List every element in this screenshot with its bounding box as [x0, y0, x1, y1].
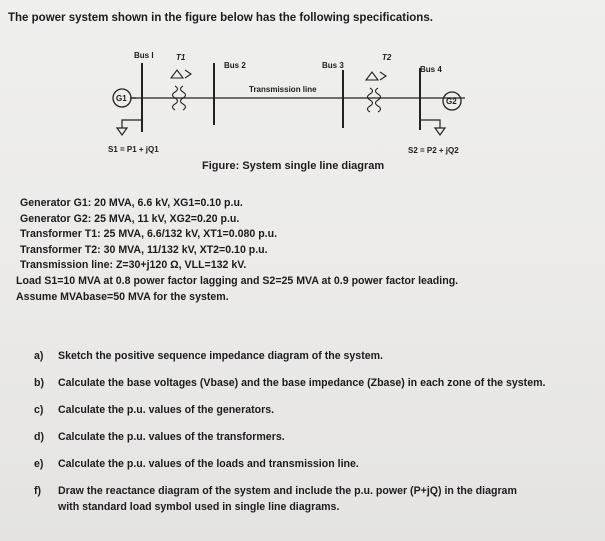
transformer-t2	[366, 72, 386, 112]
spec-generator-g1: Generator G1: 20 MVA, 6.6 kV, XG1=0.10 p.u.	[20, 197, 243, 209]
generator-g1	[113, 89, 136, 107]
t2-label: T2	[382, 53, 392, 62]
questions-list	[34, 349, 545, 515]
bus-3	[322, 61, 344, 128]
generator-g2	[443, 92, 461, 110]
figure-caption: Figure: System single line diagram	[202, 160, 385, 172]
question-text: Calculate the base voltages (Vbase) and the base impedance (Zbase) in each zone of the system.	[58, 377, 546, 389]
spec-generator-g2: Generator G2: 25 MVA, 11 kV, XG2=0.20 p.u.	[20, 212, 240, 225]
load-s1-label: S1 = P1 + jQ1	[108, 145, 159, 154]
g2-label: G2	[446, 97, 457, 106]
question-text: Sketch the positive sequence impedance diagram of the system.	[58, 350, 383, 362]
spec-loads: Load S1=10 MVA at 0.8 power factor lagging and S2=25 MVA at 0.9 power factor leading.	[16, 274, 459, 287]
spec-transformer-t1: Transformer T1: 25 MVA, 6.6/132 kV, XT1=0.080 p.u.	[20, 228, 278, 241]
question-a	[34, 349, 545, 363]
transmission-line-label: Transmission line	[249, 85, 317, 94]
bus-4-label: Bus 4	[420, 65, 442, 74]
question-text: Calculate the p.u. values of the transformers.	[58, 431, 285, 443]
bus-2-label: Bus 2	[224, 61, 246, 70]
question-text: Calculate the p.u. values of the loads and transmission line.	[58, 458, 359, 470]
load-s1	[117, 120, 142, 135]
question-label: b)	[34, 377, 44, 389]
question-text: Draw the reactance diagram of the system and include the p.u. power (P+jQ) in the diagram	[58, 485, 517, 497]
spec-transformer-t2: Transformer T2: 30 MVA, 11/132 kV, XT2=0.10 p.u.	[20, 243, 268, 256]
load-s2-label: S2 = P2 + jQ2	[408, 146, 459, 155]
bus-3-label: Bus 3	[322, 61, 344, 70]
specifications-list	[16, 196, 459, 305]
question-e	[34, 457, 545, 471]
spec-transmission-line: Transmission line: Z=30+j120 Ω, VLL=132 kV.	[20, 259, 247, 272]
bus-1-label: Bus I	[134, 51, 154, 60]
spec-base-mva: Assume MVAbase=50 MVA for the system.	[16, 290, 229, 303]
question-f	[34, 483, 545, 515]
question-label: c)	[34, 404, 44, 416]
question-label: f)	[34, 485, 42, 497]
transformer-t1	[171, 70, 191, 110]
problem-intro: The power system shown in the figure below has the following specifications.	[8, 12, 433, 24]
question-label: d)	[34, 431, 44, 443]
single-line-diagram	[0, 0, 605, 180]
question-d	[34, 430, 545, 444]
question-text: Calculate the p.u. values of the generators.	[58, 404, 275, 416]
load-s2	[420, 120, 445, 135]
question-b	[34, 376, 545, 390]
t1-label: T1	[176, 53, 186, 62]
bus-2	[214, 61, 246, 125]
question-c	[34, 403, 545, 417]
g1-label: G1	[116, 94, 127, 103]
question-label: a)	[34, 350, 44, 362]
question-label: e)	[34, 458, 44, 470]
question-text-continued: with standard load symbol used in single line diagrams.	[58, 501, 340, 513]
